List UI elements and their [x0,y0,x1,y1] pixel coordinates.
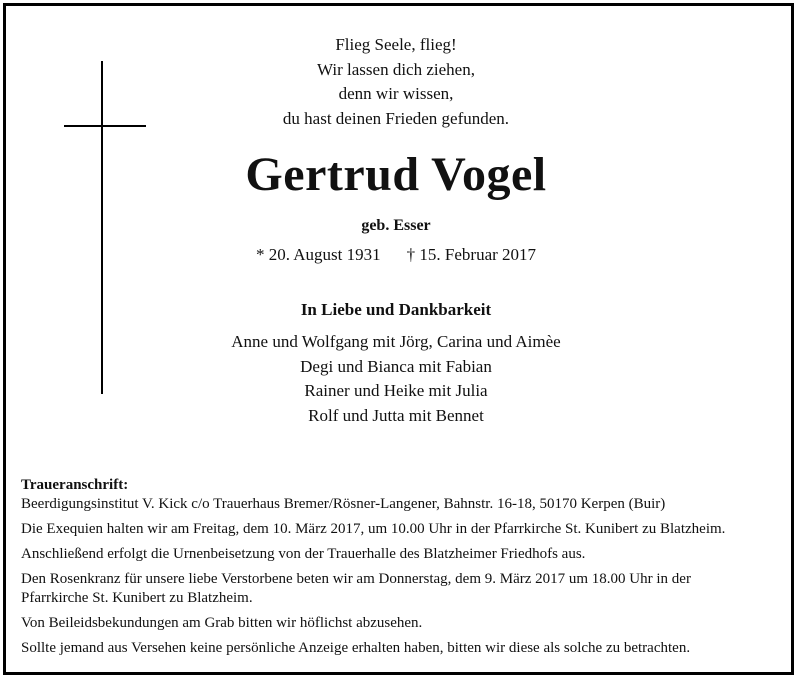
life-dates [200,244,592,266]
cross-icon-horizontal [64,125,146,127]
contact-label: Traueranschrift: [21,477,129,493]
poem [200,33,592,131]
birth-date: * 20. August 1931 [255,245,381,264]
family-member: Degi und Bianca mit Fabian [300,356,492,376]
family-member: Rolf und Jutta mit Bennet [308,405,484,425]
cross-icon-vertical [101,61,103,394]
notice-line: Die Exequien halten wir am Freitag, dem 10. März 2017, um 10.00 Uhr in der Pfarrkirche St. Kunibert zu Blatzheim. [21,521,726,537]
notice-line: Anschließend erfolgt die Urnenbeisetzung von der Trauerhalle des Blatzheimer Friedhofs aus. [21,546,586,562]
poem-line: Wir lassen dich ziehen, [317,59,475,79]
death-date: † 15. Februar 2017 [406,245,537,264]
notice-line: Von Beileidsbekundungen am Grab bitten wir höflichst abzusehen. [21,615,423,631]
maiden-name: geb. Esser [361,217,431,234]
notice-line: Pfarrkirche St. Kunibert zu Blatzheim. [21,590,253,606]
family-member: Rainer und Heike mit Julia [304,381,488,400]
deceased-name: Gertrud Vogel [245,148,547,201]
family-list [200,330,592,428]
info-section [21,476,781,658]
notice-line: Sollte jemand aus Versehen keine persönliche Anzeige erhalten haben, bitten wir diese als solche zu betrachten. [21,640,691,656]
dedication: In Liebe und Dankbarkeit [300,300,492,319]
contact-address: Beerdigungsinstitut V. Kick c/o Trauerhaus Bremer/Rösner-Langener, Bahnstr. 16-18, 50170 Kerpen (Buir) [21,496,666,512]
notice-line: Den Rosenkranz für unsere liebe Verstorbene beten wir am Donnerstag, dem 9. März 2017 um 18.00 Uhr in der [21,571,691,587]
family-member: Anne und Wolfgang mit Jörg, Carina und Aimèe [231,332,561,351]
poem-line: du hast deinen Frieden gefunden. [282,108,510,128]
poem-line: Flieg Seele, flieg! [335,35,457,54]
poem-line: denn wir wissen, [338,84,454,103]
